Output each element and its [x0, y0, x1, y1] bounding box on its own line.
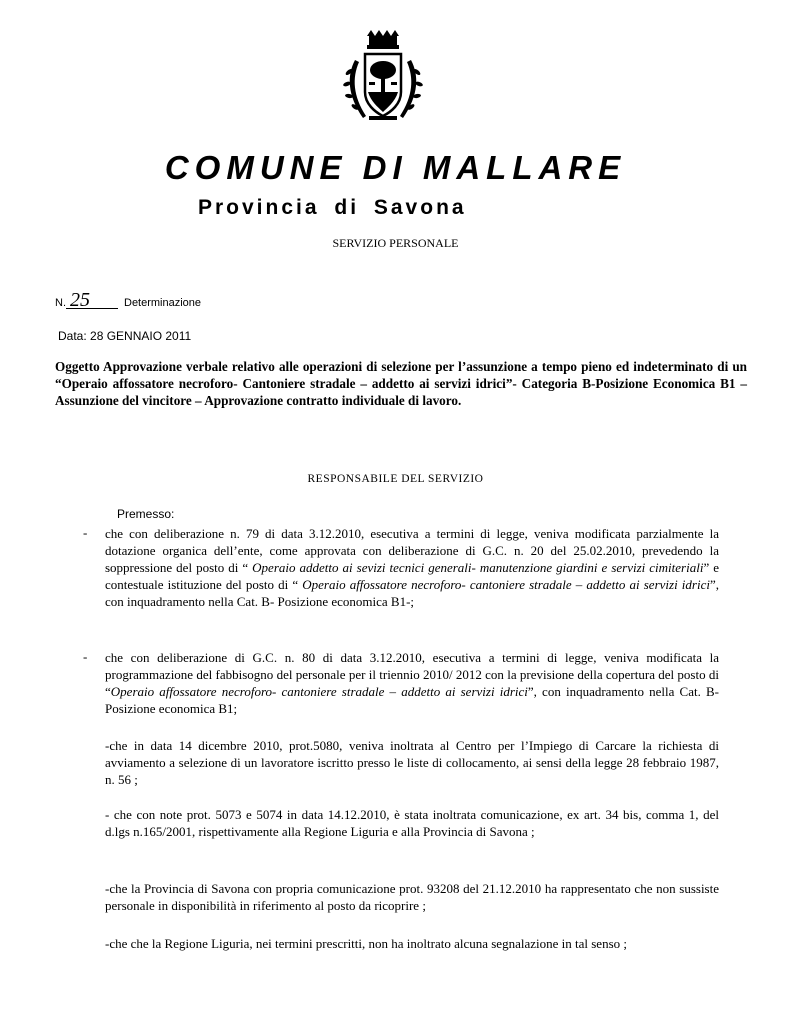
- bullet-dash: -: [83, 649, 88, 664]
- premise-paragraph-3: -che in data 14 dicembre 2010, prot.5080, veniva inoltrata al Centro per l’Impiego di Carcare la richiesta di avviamento a selezione di un lavoratore iscritto presso le liste di collocamento, ai sensi della legge 28 febbraio 1987, n. 56 ;: [105, 738, 719, 787]
- premise-paragraph-1: che con deliberazione n. 79 di data 3.12.2010, esecutiva a termini di legge, veniva modificata parzialmente la dotazione organica dell’ente, come approvata con deliberazione di G.C. n. 20 del 25.02.2010, prevedendo la soppressione del posto di “ Operaio addetto ai sevizi tecnici generali- manutenzione giardini e servizi cimiteriali” e contestuale istituzione del posto di “ Operaio affossatore necroforo- cantoniere stradale – addetto ai servizi idrici”, con inquadramento nella Cat. B- Posizione economica B1-;: [105, 526, 719, 609]
- bullet-dash: -: [83, 525, 88, 540]
- premise-paragraph-2: che con deliberazione di G.C. n. 80 di data 3.12.2010, esecutiva a termini di legge, veniva modificata la programmazione del fabbisogno del personale per il triennio 2010/ 2012 con la previsione della copertura del posto di “Operaio affossatore necroforo- cantoniere stradale – addetto ai servizi idrici”, con inquadramento nella Cat. B- Posizione economica B1;: [105, 650, 719, 716]
- premise-paragraph-5: -che la Provincia di Savona con propria comunicazione prot. 93208 del 21.12.2010 ha rappresentato che non sussiste personale in disponibilità in riferimento al posto da ricoprire ;: [105, 881, 719, 913]
- department-heading: SERVIZIO PERSONALE: [332, 236, 459, 250]
- coat-of-arms-icon: [333, 30, 433, 128]
- number-prefix: N.: [55, 297, 66, 309]
- responsible-heading: RESPONSABILE DEL SERVIZIO: [307, 473, 484, 485]
- province-subtitle: Provincia di Savona: [198, 196, 467, 219]
- municipality-title: COMUNE DI MALLARE: [164, 149, 627, 186]
- document-date: Data: 28 GENNAIO 2011: [58, 329, 192, 343]
- determination-number: [55, 289, 202, 311]
- premise-paragraph-4: - che con note prot. 5073 e 5074 in data 14.12.2010, è stata inoltrata comunicazione, ex art. 34 bis, comma 1, del d.lgs n.165/2001, rispettivamente alla Regione Liguria e alla Provincia di Savona ;: [105, 807, 719, 839]
- handwritten-number: 25: [66, 292, 118, 309]
- determination-label: Determinazione: [124, 297, 202, 309]
- subject-paragraph: Oggetto Approvazione verbale relativo alle operazioni di selezione per l’assunzione a tempo pieno ed indeterminato di un “Operaio affossatore necroforo- Cantoniere stradale – addetto ai servizi idrici”- Categoria B-Posizione Economica B1 – Assunzione del vincitore – Approvazione contratto individuale di lavoro.: [55, 359, 747, 408]
- premise-label: Premesso:: [117, 507, 175, 521]
- premise-paragraph-6: -che che la Regione Liguria, nei termini prescritti, non ha inoltrato alcuna segnalazione in tal senso ;: [105, 936, 627, 951]
- crown-icon: [367, 30, 399, 49]
